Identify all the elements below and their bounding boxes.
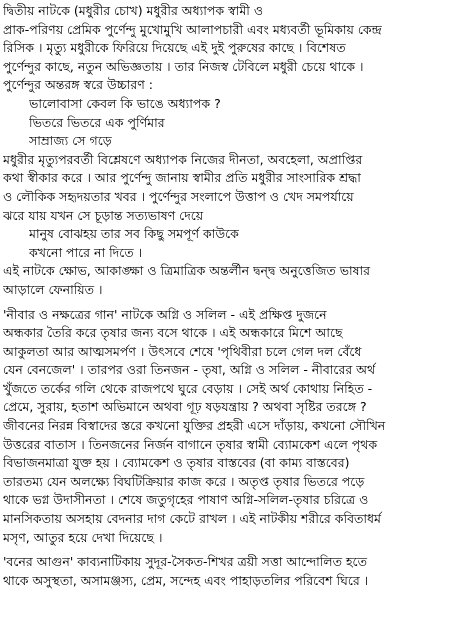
text-line: 'নীবার ও নক্ষত্রের গান' নাটকে অগ্নি ও সলিল - এই প্রক্ষিপ্ত দুজনে: [3, 306, 327, 322]
text-line: যেন বেনজেল' । তারপর ওরা তিনজন - তৃষা, অগ্নি ও সলিল - নীবারের অর্থ: [3, 362, 376, 378]
text-line: ঝরে যায় যখন সে চূড়ান্ত সত্যভাষণ দেয়ে: [3, 207, 204, 223]
text-line: রিসিক । মৃত্যু মধুরীকে ফিরিয়ে দিয়েছে এই দুই পুরুষের কাছে । বিশেষত: [3, 40, 346, 56]
text-line: থাকে অসুস্থতা, অসামঞ্জস্য, প্রেম, সন্দেহ এবং পাহাড়তলির পরিবেশ ঘিরে ।: [3, 572, 369, 588]
paragraph-nibar-play: [3, 306, 453, 548]
paragraph-conclusion: [3, 262, 453, 299]
text-line: পুর্ণেন্দুর কাছে, নতুন অভিজ্ঞতায় । তার নিজস্ব টেবিলে মধুরী চেয়ে থাকে ।: [3, 58, 364, 74]
text-line: দ্বিতীয় নাটকে (মধুরীর চোখ) মধুরীর অধ্যাপক স্বামী ও: [3, 3, 264, 18]
text-line: মানসিকতায় অসহায় বেদনার দাগ কেটে রাখল । এই নাটকীয় শরীরে কবিতাধর্ম: [3, 511, 381, 527]
text-line: অন্ধকার তৈরি করে তৃষার জন্য বসে থাকে । এই অন্ধকারে মিশে আছে: [3, 325, 343, 341]
text-line: জীবনের নিরন্ন বিস্বাদের স্তরে কখনো যুক্তির প্রহরী এসে দাঁড়ায়, কখনো সৌখিন: [3, 418, 386, 434]
text-line: মধুরীর মৃত্যুপরবর্তী বিশ্লেষণে অধ্যাপক নিজের দীনতা, অবহেলা, অপ্রাপ্তির: [3, 151, 363, 167]
verse-line: সাম্রাজ্য সে গড়ে: [29, 133, 112, 149]
text-line: ও লৌকিক সহৃদয়তার খবর । পুর্ণেন্দুর সংলাপে উত্তাপ ও খেদ সমপর্যায়ে: [3, 188, 354, 204]
text-line: খুঁজতে তর্কের গলি থেকে রাজপথে ঘুরে বেড়ায় । সেই অর্থ কোথায় নিহিত -: [3, 380, 373, 396]
text-line: বিভাজনমাত্রা যুক্ত হয় । ব্যোমকেশ ও তৃষার বাস্তবের (বা কাম্য বাস্তবের): [3, 455, 350, 471]
paragraph-analysis: [3, 151, 453, 225]
text-line: উত্তরের বাতাস । তিনজনের নির্জন বাগানে তৃষার স্বামী ব্যোমকেশ এলে পৃথক: [3, 436, 378, 452]
verse-quote-1: [3, 95, 453, 151]
verse-line: কখনো পারে না দিতে ।: [29, 244, 143, 260]
verse-quote-2: [3, 225, 453, 262]
verse-line: ভিতরে ভিতরে এক পুর্ণিমার: [29, 114, 165, 130]
text-line: প্রেমে, সুরায়, হতাশ অভিমানে অথবা গূঢ় ষড়যন্ত্রায় ? অথবা সৃষ্টির তরঙ্গে ?: [3, 399, 367, 415]
text-line: আড়ালে ফেনায়িত ।: [3, 281, 103, 297]
text-line: তারতম্য যেন অলক্ষ্যে বিঘটিক্রিয়ার কাজ করে । অতৃপ্ত তৃষার ভিতরে পড়ে: [3, 473, 365, 489]
text-line: এই নাটকে ক্ষোভ, আকাঙ্ক্ষা ও ত্রিমাত্রিক অন্তর্লীন দ্বন্দ্ব অনুত্তেজিত ভাষার: [3, 263, 371, 279]
verse-line: মানুষ বোঝহয় তার সব কিছু সমপূর্ণ কাউকে: [29, 226, 239, 242]
text-line: পুর্ণেন্দুর অন্তরঙ্গ স্বরে উচ্চারণ :: [3, 77, 154, 93]
text-line: মসৃণ, আতুর হয়ে দেখা দিয়েছে ।: [3, 529, 163, 545]
text-line: 'বনের আগুন' কাব্যনাটিকায় সুদূর-সৈকত-শিখর ত্রয়ী সত্তা আন্দোলিত হতে: [3, 554, 367, 570]
text-line: থাকে ভগ্ন উদাসীনতা । শেষে জতুগৃহের পাষাণ অগ্নি-সলিল-তৃষার চরিত্রে ও: [3, 492, 369, 508]
text-line: প্রাক-পরিণয় প্রেমিক পুর্ণেন্দু মুখোমুখি আলাপচারী এবং মধ্যবর্তী ভূমিকায় কেন্দ্র: [3, 21, 382, 37]
verse-line: ভালোবাসা কেবল কি ভাঙে অধ্যাপক ?: [29, 95, 221, 111]
text-line: আকুলতা আর আত্মসমর্পণ । উৎসবে শেষে 'পৃথিবীরা চলে গেল দল বেঁধে: [3, 343, 362, 359]
text-line: কথা স্বীকার করে । আর পুর্ণেন্দু জানায় স্বামীর প্রতি মধুরীর সাংসারিক শ্রদ্ধা: [3, 170, 361, 186]
paragraph-second-play: [3, 2, 453, 95]
paragraph-boner-agun: [3, 553, 453, 590]
